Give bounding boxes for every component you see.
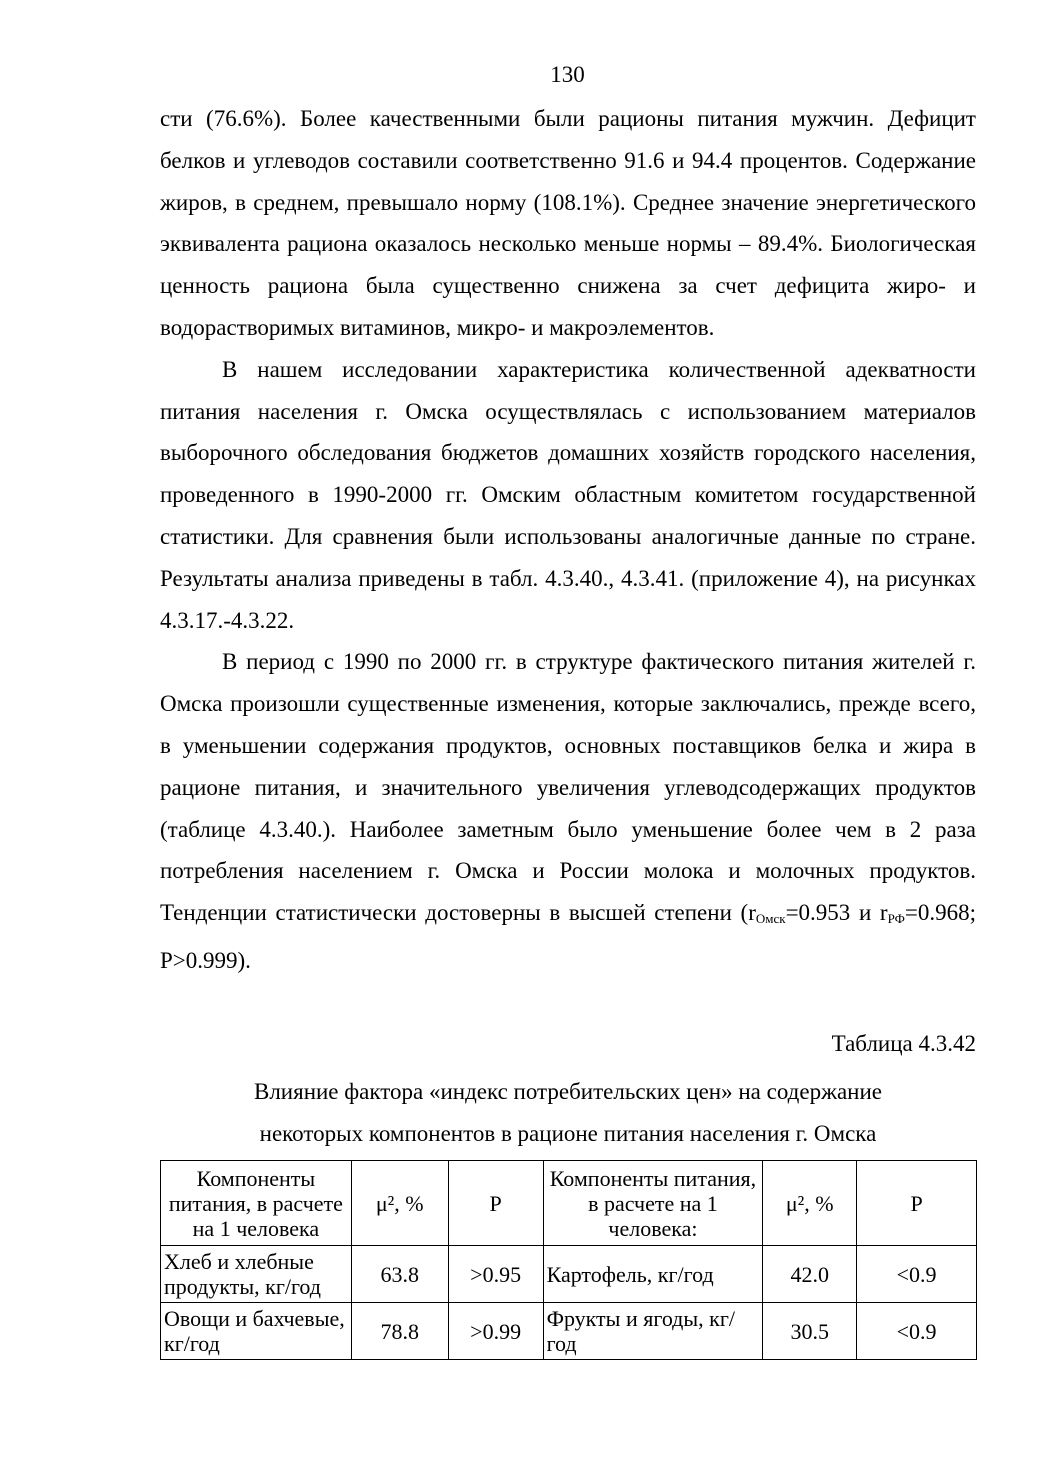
table-cell: <0.9 [857, 1246, 977, 1303]
table-header-row [161, 1161, 977, 1246]
subscript-omsk: Омск [755, 911, 786, 927]
header-components-2: Компоненты питания, в расчете на 1 человека: [543, 1161, 763, 1246]
paragraph-1: сти (76.6%). Более качественными были рационы питания мужчин. Дефицит белков и углеводов составили соответственно 91.6 и 94.4 процентов. Содержание жиров, в среднем, превышало норму (108.1%). Среднее значение энергетического эквивалента рациона оказалось несколько меньше нормы – 89.4%. Биологическая ценность рациона была существенно снижена за счет дефицита жиро- и водорастворимых витаминов, микро- и макроэлементов. [160, 106, 976, 340]
data-table [160, 1160, 977, 1360]
table-cell: Картофель, кг/год [543, 1246, 763, 1303]
table-row [161, 1246, 977, 1303]
paragraph-3 [160, 641, 976, 981]
table-cell: >0.95 [448, 1246, 543, 1303]
table-label: Таблица 4.3.42 [831, 1031, 976, 1056]
table-cell: >0.99 [448, 1303, 543, 1360]
header-p-1: P [448, 1161, 543, 1246]
paragraph-3-mid: =0.953 и r [785, 900, 888, 926]
table-cell: 30.5 [763, 1303, 857, 1360]
header-mu2-1: μ², % [351, 1161, 448, 1246]
table-cell: 78.8 [351, 1303, 448, 1360]
header-mu2-2: μ², % [763, 1161, 857, 1246]
body-text [160, 98, 976, 982]
paragraph-3-tail: =0.968; P>0.999). [160, 900, 976, 973]
table-caption [160, 1071, 976, 1155]
table-cell: Хлеб и хлебные продукты, кг/год [161, 1246, 352, 1303]
paragraph-3-main: В период с 1990 по 2000 гг. в структуре фактического питания жителей г. Омска произошли существенные изменения, которые заключались, прежде всего, в уменьшении содержания продуктов, основных поставщиков белка и жира в рационе питания, и значительного увеличения углеводсодержащих продуктов (таблице 4.3.40.). Наиболее заметным было уменьшение более чем в 2 раза потребления населением г. Омска и России молока и молочных продуктов. Тенденции статистически достоверны в высшей степени (r [160, 649, 976, 926]
header-p-2: P [857, 1161, 977, 1246]
table-cell: Овощи и бахчевые, кг/год [161, 1303, 352, 1360]
paragraph-2: В нашем исследовании характеристика количественной адекватности питания населения г. Омска осуществлялась с использованием материалов выборочного обследования бюджетов домашних хозяйств городского населения, проведенного в 1990-2000 гг. Омским областным комитетом государственной статистики. Для сравнения были использованы аналогичные данные по стране. Результаты анализа приведены в табл. 4.3.40., 4.3.41. (приложение 4), на рисунках 4.3.17.-4.3.22. [160, 356, 976, 633]
table-cell: 63.8 [351, 1246, 448, 1303]
page-number: 130 [550, 62, 585, 87]
subscript-rf: РФ [887, 911, 905, 927]
table-cell: <0.9 [857, 1303, 977, 1360]
table-row [161, 1303, 977, 1360]
table-caption-line-1: Влияние фактора «индекс потребительских цен» на содержание [253, 1079, 882, 1104]
table-caption-line-2: некоторых компонентов в рационе питания населения г. Омска [259, 1121, 877, 1146]
table-cell: Фрукты и ягоды, кг/год [543, 1303, 763, 1360]
table-cell: 42.0 [763, 1246, 857, 1303]
header-components-1: Компоненты питания, в расчете на 1 человека [161, 1161, 352, 1246]
